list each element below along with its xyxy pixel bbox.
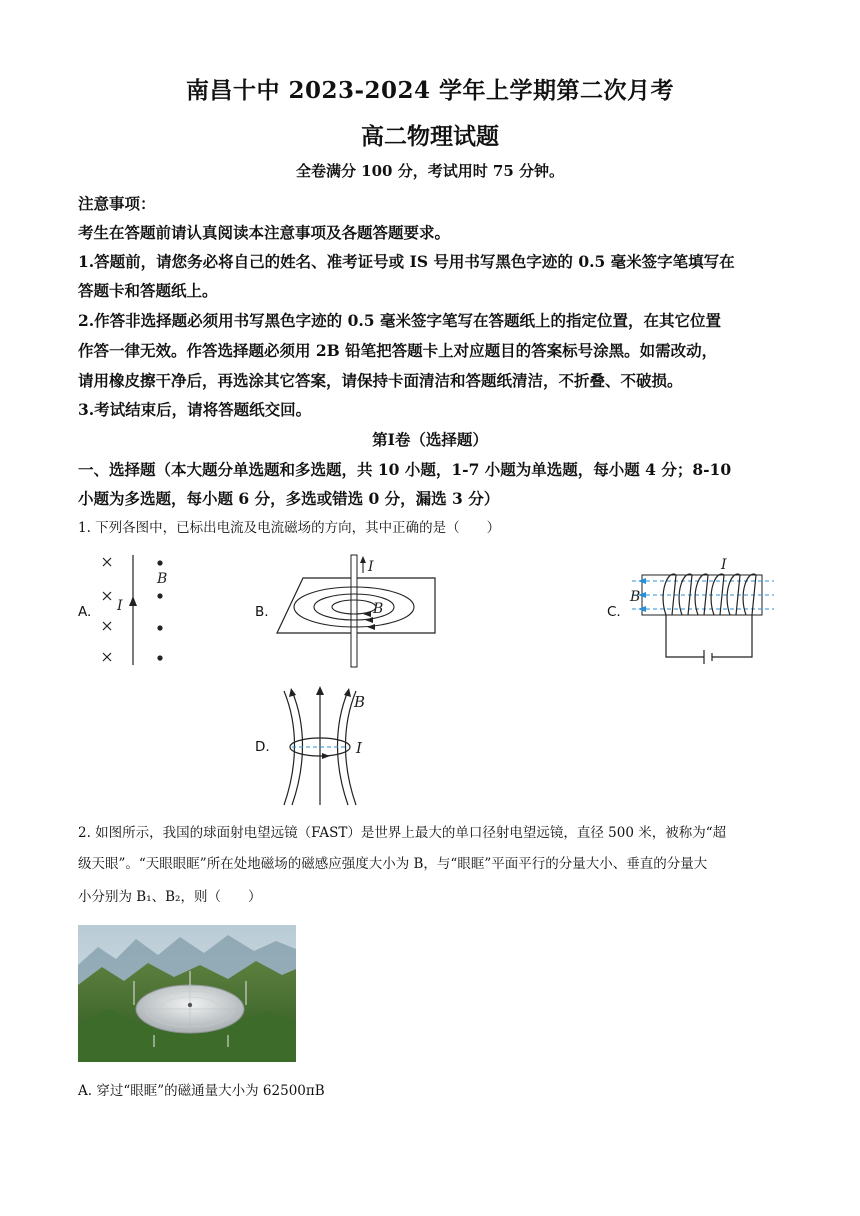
option-a-i-label: I <box>117 598 123 614</box>
section-heading: 一、选择题（本大题分单选题和多选题，共 10 小题，1-7 小题为单选题，每小题 4 分；8-10 <box>78 460 732 479</box>
option-c-figure <box>628 553 778 665</box>
question-1-text: 1. 下列各图中，已标出电流及电流磁场的方向，其中正确的是（ ） <box>78 520 501 536</box>
question-2-line-3: 小分别为 B₁、B₂，则（ ） <box>78 889 262 905</box>
option-b-b-label: B <box>373 601 384 617</box>
notice-heading: 注意事项： <box>78 194 156 213</box>
option-d-b-label: B <box>354 693 366 711</box>
question-2-line-2: 级天眼”。“天眼眼眶”所在处地磁场的磁感应强度大小为 B，与“眼眶”平面平行的分量大小、垂直的分量大 <box>78 856 708 872</box>
option-c-label: C. <box>607 604 621 620</box>
exam-title: 南昌十中 2023-2024 学年上学期第二次月考 <box>185 77 675 104</box>
option-d-label: D. <box>255 739 270 755</box>
option-c-b-label: B <box>630 589 641 605</box>
notice-item-2-cont2: 请用橡皮擦干净后，再选涂其它答案，请保持卡面清洁和答题纸清洁，不折叠、不破损。 <box>78 371 683 390</box>
option-a-figure <box>95 550 185 670</box>
option-a-b-label: B <box>157 571 168 587</box>
option-b-label: B. <box>255 604 269 620</box>
option-d-figure <box>276 685 386 809</box>
section-heading-cont: 小题为多选题，每小题 6 分，多选或错选 0 分，漏选 3 分） <box>78 489 500 508</box>
notice-item-1: 1.答题前，请您务必将自己的姓名、准考证号或 IS 号用书写黑色字迹的 0.5 毫米签字笔填写在 <box>78 252 735 271</box>
question-2-option-a: A. 穿过“眼眶”的磁通量大小为 62500πB <box>78 1083 325 1099</box>
question-2-line-1: 2. 如图所示，我国的球面射电望远镜（FAST）是世界上最大的单口径射电望远镜，直径 500 米，被称为“超 <box>78 825 727 841</box>
fast-telescope-photo <box>78 925 296 1062</box>
notice-item-2: 2.作答非选择题必须用书写黑色字迹的 0.5 毫米签字笔写在答题纸上的指定位置，在其它位置 <box>78 311 721 330</box>
notice-item-1-cont: 答题卡和答题纸上。 <box>78 281 218 300</box>
exam-subject: 高二物理试题 <box>361 123 499 150</box>
option-a-label: A. <box>78 604 92 620</box>
option-d-i-label: I <box>356 739 362 757</box>
option-c-i-label: I <box>721 557 727 573</box>
notice-intro: 考生在答题前请认真阅读本注意事项及各题答题要求。 <box>78 223 451 242</box>
volume-title: 第Ⅰ卷（选择题） <box>372 430 488 449</box>
option-b-i-label: I <box>368 559 374 575</box>
option-b-figure <box>275 553 440 671</box>
notice-item-2-cont: 作答一律无效。作答选择题必须用 2B 铅笔把答题卡上对应题目的答案标号涂黑。如需改动， <box>78 341 718 360</box>
exam-info: 全卷满分 100 分，考试用时 75 分钟。 <box>295 162 565 180</box>
notice-item-3: 3.考试结束后，请将答题纸交回。 <box>78 400 312 419</box>
